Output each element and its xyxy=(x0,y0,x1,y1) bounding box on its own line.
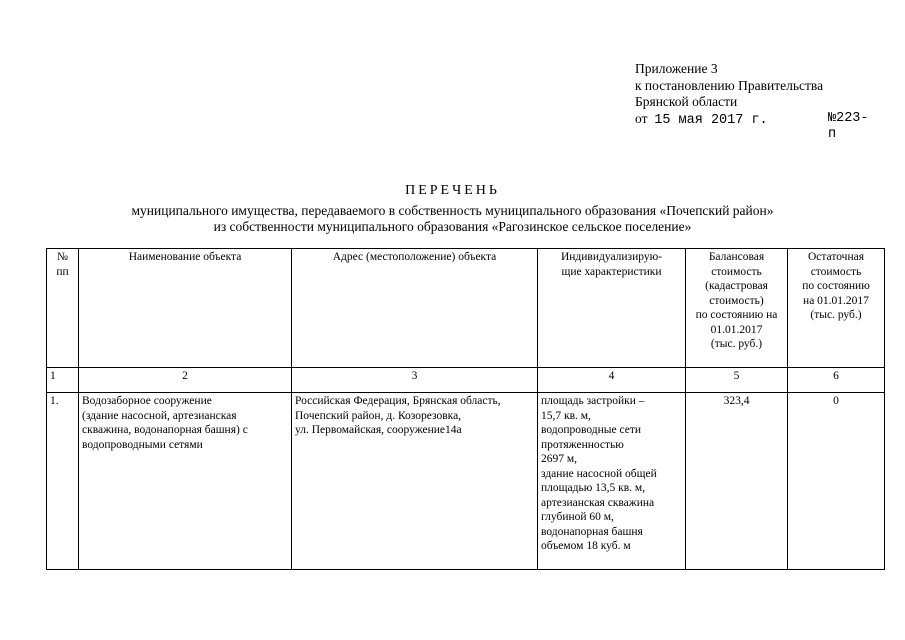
column-number: 4 xyxy=(538,368,686,393)
cell-line: (здание насосной, артезианская xyxy=(82,409,237,422)
cell-line: Российская Федерация, Брянская область, xyxy=(295,395,501,407)
cell-line: Остаточная xyxy=(807,251,865,263)
cell-line: № xyxy=(57,251,68,263)
header-num xyxy=(47,249,79,368)
appendix-date-prefix: от xyxy=(635,110,648,126)
table-row xyxy=(47,393,885,570)
cell-line: площадь застройки – xyxy=(541,395,645,407)
column-number: 3 xyxy=(292,368,538,393)
header-address xyxy=(292,249,538,368)
cell-line: водопроводными сетями xyxy=(82,438,203,451)
cell-line: Индивидуализирую- xyxy=(560,251,663,263)
cell-line: Почепский район, д. Козорезовка, xyxy=(295,409,462,422)
header-balance-value xyxy=(686,249,788,368)
appendix-date: 15 мая 2017 г. xyxy=(654,112,768,128)
appendix-block xyxy=(635,61,869,142)
cell-line: здание насосной общей xyxy=(541,467,657,480)
cell-line: площадью 13,5 кв. м, xyxy=(541,482,646,494)
cell-line: стоимость xyxy=(711,265,762,278)
header-residual-value xyxy=(788,249,885,368)
cell-line: 01.01.2017 xyxy=(710,323,763,336)
cell-line: объемом 18 куб. м xyxy=(541,540,631,552)
row-residual-value: 0 xyxy=(788,393,885,570)
cell-line: по состоянию xyxy=(802,280,870,292)
row-address xyxy=(292,393,538,570)
cell-line: водопроводные сети xyxy=(541,424,642,436)
appendix-date-line xyxy=(635,111,823,130)
cell-line: водонапорная башня xyxy=(541,525,643,538)
cell-line: пп xyxy=(56,265,69,278)
column-number: 1 xyxy=(47,368,79,393)
appendix-line-3: Брянской области xyxy=(635,94,738,109)
cell-line: по состоянию на xyxy=(695,309,778,321)
cell-line: протяженностью xyxy=(541,438,624,451)
cell-line: стоимость xyxy=(810,265,862,278)
column-number: 6 xyxy=(788,368,885,393)
column-number-row xyxy=(47,368,885,393)
row-num: 1. xyxy=(47,393,79,570)
appendix-line-1: Приложение 3 xyxy=(635,61,718,76)
cell-line: 2697 м, xyxy=(541,453,578,465)
cell-line: ул. Первомайская, сооружение14а xyxy=(295,424,462,436)
cell-line: Балансовая xyxy=(708,251,765,263)
property-table xyxy=(46,248,885,570)
cell-line: (кадастровая xyxy=(705,280,768,292)
table-header-row xyxy=(47,249,885,368)
row-balance-value: 323,4 xyxy=(686,393,788,570)
cell-line: артезианская скважина xyxy=(541,496,655,509)
column-number: 5 xyxy=(686,368,788,393)
header-characteristics xyxy=(538,249,686,368)
row-name xyxy=(79,393,292,570)
cell-line: 15,7 кв. м, xyxy=(541,409,591,422)
appendix-line-2: к постановлению Правительства xyxy=(635,77,824,93)
document-title: ПЕРЕЧЕНЬ xyxy=(405,183,500,198)
document-subtitle-2: из собственности муниципального образования «Рагозинское сельское поселение» xyxy=(213,219,692,234)
cell-line: (тыс. руб.) xyxy=(810,309,862,321)
cell-line: щие характеристики xyxy=(561,265,662,278)
appendix-number: №223-п xyxy=(828,110,869,142)
row-characteristics xyxy=(538,393,686,570)
cell-line: (тыс. руб.) xyxy=(710,338,763,350)
cell-line: Адрес (местоположение) объекта xyxy=(332,251,497,263)
document-subtitle-1: муниципального имущества, передаваемого в собственность муниципального образования «Почепский район» xyxy=(131,203,774,218)
cell-line: скважина, водонапорная башня) с xyxy=(82,424,248,436)
cell-line: глубиной 60 м, xyxy=(541,511,614,523)
cell-line: Наименование объекта xyxy=(128,251,242,263)
header-name xyxy=(79,249,292,368)
cell-line: стоимость) xyxy=(709,294,764,307)
column-number: 2 xyxy=(79,368,292,393)
cell-line: Водозаборное сооружение xyxy=(82,395,212,407)
cell-line: на 01.01.2017 xyxy=(803,294,869,307)
